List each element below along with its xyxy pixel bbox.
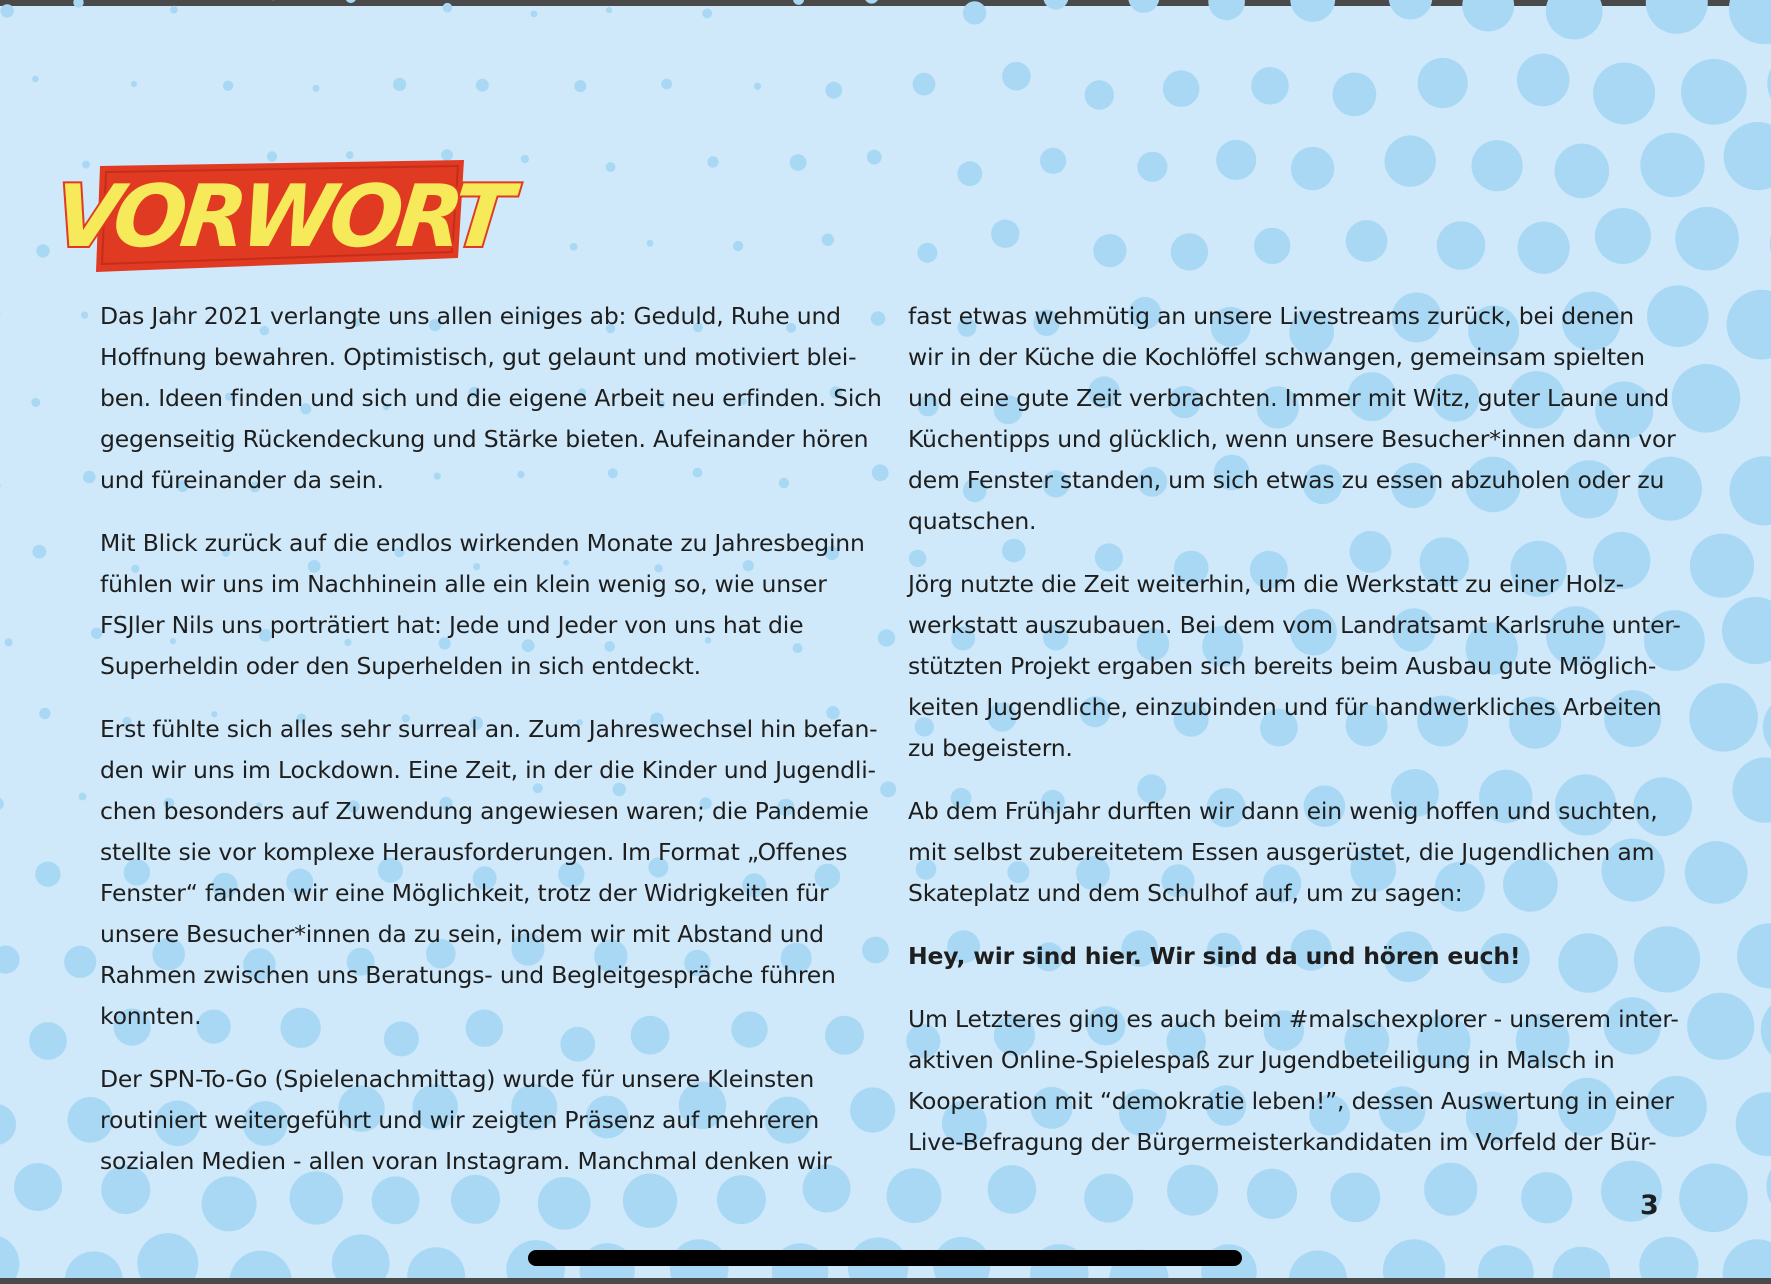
paragraph: Ab dem Frühjahr durften wir dann ein wenig hoffen und suchten, mit selbst zubereitetem Essen ausgerüstet, die Jugendlichen am Skateplatz und dem Schulhof auf, um zu sagen: <box>908 797 1658 907</box>
halftone-dot <box>1766 1152 1771 1221</box>
halftone-dot <box>1761 995 1771 1066</box>
halftone-dot <box>0 1104 16 1145</box>
halftone-dot <box>822 234 834 246</box>
halftone-dot <box>661 79 672 90</box>
halftone-dot <box>31 398 40 407</box>
halftone-dot <box>733 241 743 251</box>
paragraph: Erst fühlte sich alles sehr surreal an. Zum Jahreswechsel hin befan- den wir uns im Lockdown. Eine Zeit, in der die Kinder und Jugendli- chen besonders auf Zuwendung angewiesen waren; die Pandemie stellte sie vor komplexe Herausforderungen. Im Format „Offenes Fenster“ fanden wir eine Möglichkeit, trotz der Widrigkeiten für unsere Besucher*innen da zu sein, indem wir mit Abstand und Rahmen zwischen uns Beratungs- und Begleitgespräche führen konnten. <box>100 715 878 1030</box>
halftone-dot <box>223 81 233 91</box>
halftone-dot <box>14 1163 62 1211</box>
halftone-dot <box>574 80 586 92</box>
left-text-column <box>100 296 890 1204</box>
halftone-dot <box>1002 62 1031 91</box>
halftone-dot <box>5 638 13 646</box>
page-number: 3 <box>1640 1190 1659 1221</box>
halftone-dot <box>1333 73 1377 117</box>
halftone-dot <box>443 3 453 13</box>
halftone-dot <box>606 7 612 13</box>
halftone-dot <box>1137 152 1167 182</box>
halftone-dot <box>521 155 529 163</box>
halftone-dot <box>957 161 982 186</box>
halftone-dot <box>1291 147 1334 190</box>
halftone-dot <box>1724 122 1771 190</box>
halftone-dot <box>991 220 1019 248</box>
halftone-dot <box>1767 50 1771 117</box>
halftone-dot <box>913 73 936 96</box>
paragraph: Um Letzteres ging es auch beim #malschexplorer - unserem inter- aktiven Online-Spielespaß zur Jugendbeteiligung in Malsch in Kooperation mit “demokratie leben!”, dessen Auswertung in einer Live-Befragung der Bürgermeisterkandidaten im Vorfeld der Bür- <box>908 1005 1679 1156</box>
halftone-dot <box>79 793 87 801</box>
halftone-dot <box>1736 1092 1771 1156</box>
halftone-dot <box>1418 58 1468 108</box>
halftone-dot <box>1254 228 1290 264</box>
halftone-dot <box>1385 135 1436 186</box>
paragraph: Der SPN-To-Go (Spielenachmittag) wurde für unsere Kleinsten routiniert weitergeführt und wir zeigten Präsenz auf mehreren sozialen Medien - allen voran Instagram. Manchmal denken wir <box>100 1065 832 1175</box>
halftone-dot <box>131 81 137 87</box>
paragraph: fast etwas wehmütig an unsere Livestreams zurück, bei denen wir in der Küche die Kochlöffel schwangen, gemeinsam spielten und eine gute Zeit verbrachten. Immer mit Witz, guter Laune und Küchentipps und glücklich, wenn unsere Besucher*innen dann vor dem Fenster standen, um sich etwas zu essen abzuholen oder zu quatschen. <box>908 302 1676 535</box>
halftone-dot <box>1389 0 1433 20</box>
halftone-dot <box>1208 0 1245 20</box>
halftone-dot <box>1737 923 1771 988</box>
halftone-dot <box>1593 62 1655 124</box>
halftone-dot <box>1595 208 1651 264</box>
halftone-dot <box>1093 234 1126 267</box>
halftone-dot <box>39 708 50 719</box>
halftone-dot <box>1681 59 1747 125</box>
halftone-dot <box>0 1235 19 1284</box>
paragraph: Das Jahr 2021 verlangte uns allen einiges ab: Geduld, Ruhe und Hoffnung bewahren. Optimistisch, gut gelaunt und motiviert blei- ben. Ideen finden und sich und die eigene Arbeit neu erfinden. Sich gegenseitig Rückendeckung und Stärke bieten. Aufeinander hören und füreinander da sein. <box>100 302 882 494</box>
halftone-dot <box>1722 597 1771 664</box>
halftone-dot <box>647 240 654 247</box>
halftone-dot <box>1437 221 1486 270</box>
halftone-dot <box>1763 694 1771 760</box>
document-page[interactable] <box>0 6 1771 1278</box>
halftone-dot <box>1462 0 1514 32</box>
halftone-dot <box>1040 148 1066 174</box>
halftone-dot <box>1727 290 1771 360</box>
halftone-dot <box>332 1234 390 1284</box>
halftone-dot <box>754 83 761 90</box>
halftone-dot <box>1128 0 1159 13</box>
page-title-logo <box>49 154 512 284</box>
halftone-dot <box>83 471 96 484</box>
halftone-dot <box>1 4 14 17</box>
halftone-dot <box>790 154 807 171</box>
halftone-dot <box>29 1022 67 1060</box>
halftone-dot <box>867 150 882 165</box>
halftone-dot <box>1346 220 1388 262</box>
halftone-dot <box>1216 140 1256 180</box>
halftone-dot <box>917 243 937 263</box>
halftone-dot <box>32 545 46 559</box>
halftone-dot <box>1251 67 1289 105</box>
halftone-dot <box>1546 0 1603 40</box>
halftone-dot <box>170 6 178 14</box>
highlight-statement: Hey, wir sind hier. Wir sind da und hören euch! <box>908 942 1521 970</box>
halftone-dot <box>1085 80 1114 109</box>
halftone-dot <box>0 482 1 490</box>
halftone-dot <box>570 243 578 251</box>
halftone-dot <box>36 244 49 257</box>
halftone-dot <box>0 311 1 318</box>
halftone-dot <box>530 10 537 17</box>
paragraph: Jörg nutzte die Zeit weiterhin, um die Werkstatt zu einer Holz- werkstatt auszubauen. Bei dem vom Landratsamt Karlsruhe unter- stützten Projekt ergaben sich bereits beim Ausbau gute Möglich- keiten Jugendliche, einzubinden und für handwerkliches Arbeiten zu begeistern. <box>908 570 1681 762</box>
halftone-dot <box>963 1 986 24</box>
halftone-dot <box>1472 140 1523 191</box>
halftone-dot <box>137 1233 198 1284</box>
halftone-dot <box>1689 683 1758 752</box>
halftone-dot <box>1729 0 1771 44</box>
halftone-dot <box>1675 207 1739 271</box>
halftone-dot <box>1646 0 1708 34</box>
halftone-dot <box>1730 456 1771 525</box>
halftone-dot <box>73 0 83 8</box>
halftone-dot <box>1290 0 1335 22</box>
right-text-column <box>908 296 1698 1185</box>
halftone-dot <box>1517 54 1570 107</box>
halftone-dot <box>1640 133 1704 197</box>
svg-text:VORWORT: VORWORT <box>49 167 512 267</box>
halftone-dot <box>1518 222 1570 274</box>
halftone-dot <box>1639 1237 1698 1284</box>
halftone-dot <box>81 312 88 319</box>
halftone-dot <box>0 946 20 974</box>
halftone-dot <box>1732 757 1771 822</box>
halftone-dot <box>606 162 616 172</box>
paragraph: Mit Blick zurück auf die endlos wirkenden Monate zu Jahresbeginn fühlen wir uns im Nachhinein alle ein klein wenig so, wie unser FSJler Nils uns porträtiert hat: Jede und Jeder von uns hat die Superheldin oder den Superhelden in sich entdeckt. <box>100 529 865 680</box>
halftone-dot <box>702 9 712 19</box>
halftone-dot <box>35 862 60 887</box>
halftone-dot <box>313 85 320 92</box>
screen-bottom-edge <box>0 1278 1771 1284</box>
halftone-dot <box>1171 233 1208 270</box>
halftone-dot <box>1043 0 1068 10</box>
halftone-dot <box>0 797 4 810</box>
halftone-dot <box>707 156 718 167</box>
halftone-dot <box>32 76 39 83</box>
halftone-dot <box>1163 70 1200 107</box>
halftone-dot <box>476 79 489 92</box>
halftone-dot <box>393 78 406 91</box>
home-indicator-bar[interactable] <box>528 1250 1242 1266</box>
halftone-dot <box>1555 144 1610 199</box>
halftone-dot <box>1690 534 1754 598</box>
halftone-dot <box>64 946 96 978</box>
halftone-dot <box>825 82 842 99</box>
